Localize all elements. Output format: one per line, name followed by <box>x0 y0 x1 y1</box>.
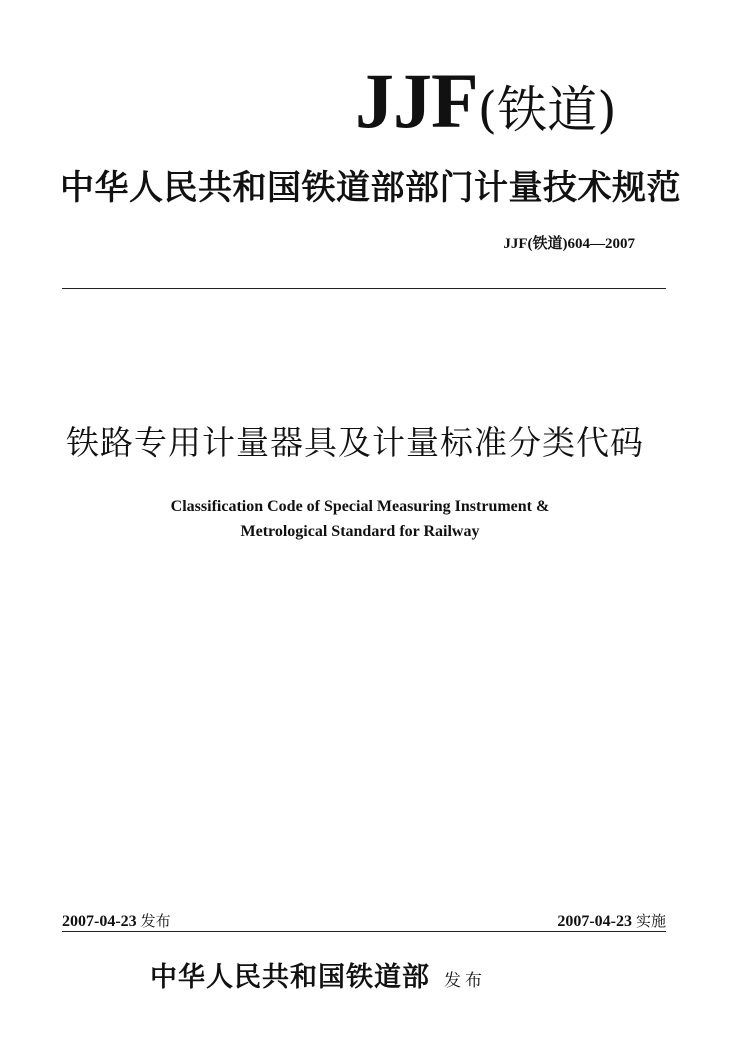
spec-series-title: 中华人民共和国铁道部部门计量技术规范 <box>60 168 681 208</box>
publisher-line <box>150 955 600 994</box>
code-paren: (铁道) <box>477 81 617 139</box>
issue-label: 发布 <box>140 912 171 930</box>
standard-code-logo <box>355 57 675 152</box>
document-title-english <box>100 494 620 544</box>
effective-label: 实施 <box>635 912 666 930</box>
code-latin: JJF <box>355 57 478 144</box>
english-title-line-2: Metrological Standard for Railway <box>240 523 480 540</box>
issue-date <box>62 910 171 931</box>
bottom-divider <box>62 931 666 932</box>
publisher-action: 发布 <box>444 971 486 991</box>
issue-date-value: 2007-04-23 <box>62 913 137 930</box>
document-number: JJF(铁道)604—2007 <box>503 236 635 252</box>
effective-date-value: 2007-04-23 <box>557 913 632 930</box>
document-title-chinese: 铁路专用计量器具及计量标准分类代码 <box>66 423 644 462</box>
publisher-name: 中华人民共和国铁道部 <box>150 962 430 993</box>
top-divider <box>62 288 666 289</box>
effective-date <box>557 910 666 931</box>
english-title-line-1: Classification Code of Special Measuring Instrument & <box>170 498 550 515</box>
